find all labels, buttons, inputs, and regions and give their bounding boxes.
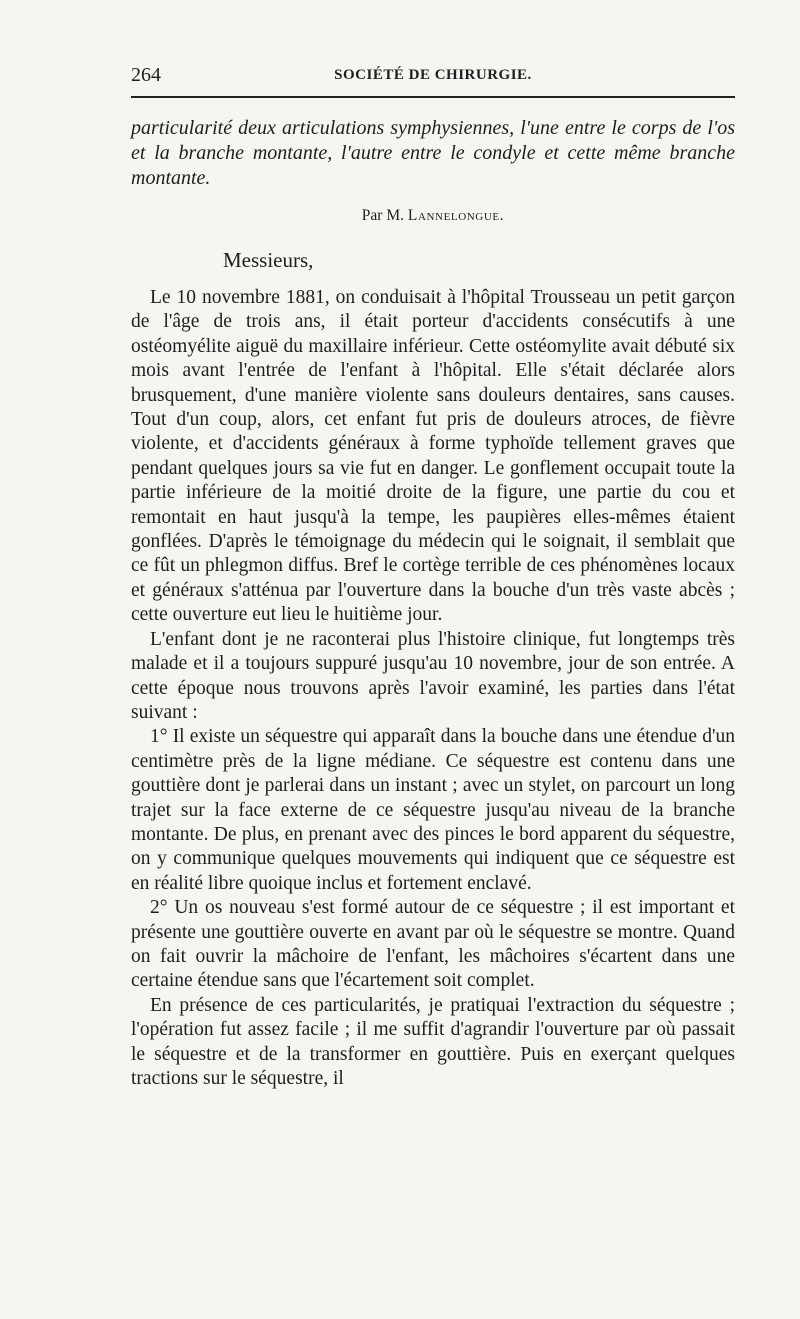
body-text: [131, 286, 735, 1091]
header-rule: [131, 96, 735, 98]
byline: [131, 207, 735, 225]
byline-author: Lannelongue.: [407, 207, 505, 224]
paragraph: 2° Un os nouveau s'est formé autour de ce séquestre ; il est important et présente une gouttière ouverte en avant par où le séquestre se montre. Quand on fait ouvrir la mâchoire de l'enfant, les mâchoires s'écartent dans une certaine étendue sans que l'écartement soit complet.: [131, 897, 735, 992]
byline-prefix: Par M.: [361, 207, 404, 224]
paragraph: En présence de ces particularités, je pratiquai l'extraction du séquestre ; l'opération fut assez facile ; il me suffit d'agrandir l'ouverture par où passait le séquestre et de la transformer en gouttière. Puis en exerçant quelques tractions sur le séquestre, il: [131, 994, 735, 1089]
running-title: SOCIÉTÉ DE CHIRURGIE.: [334, 67, 532, 83]
page-number: 264: [131, 64, 161, 86]
paragraph: Le 10 novembre 1881, on conduisait à l'hôpital Trousseau un petit garçon de l'âge de trois ans, il était porteur d'accidents consécutifs à une ostéomyélite aiguë du maxillaire inférieur. Cette ostéomylite avait débuté six mois avant l'entrée de l'enfant à l'hôpital. Elle s'était déclarée alors brusquement, d'une manière violente sans douleurs dentaires, sans causes. Tout d'un coup, alors, cet enfant fut pris de douleurs atroces, de fièvre violente, et d'accidents généraux à forme typhoïde tellement graves que pendant quelques jours sa vie fut en danger. Le gonflement occupait toute la partie inférieure de la moitié droite de la figure, une partie du cou et remontait en haut jusqu'à la tempe, les paupières elles-mêmes étaient gonflées. D'après le témoignage du médecin qui le soignait, il semblait que ce fût un phlegmon diffus. Bref le cortège terrible de ces phénomènes locaux et généraux s'atténua par l'ouverture dans la bouche d'un très vaste abcès ; cette ouverture eut lieu le huitième jour.: [131, 287, 735, 626]
paragraph: 1° Il existe un séquestre qui apparaît dans la bouche dans une étendue d'un centimètre près de la ligne médiane. Ce séquestre est contenu dans une gouttière dont je parlerai dans un instant ; avec un stylet, on parcourt un long trajet sur la face externe de ce séquestre jusqu'au niveau de la branche montante. De plus, en prenant avec des pinces le bord apparent du séquestre, on y communique quelques mouvements qui indiquent que ce séquestre est en réalité libre quoique inclus et fortement enclavé.: [131, 726, 735, 894]
article-title-text: particularité deux articulations symphysiennes, l'une entre le corps de l'os et la branche montante, l'autre entre le condyle et cette même branche montante.: [131, 117, 735, 189]
page-header: [131, 58, 735, 88]
article-title: [131, 116, 735, 191]
paragraph: L'enfant dont je ne raconterai plus l'histoire clinique, fut longtemps très malade et il a toujours suppuré jusqu'au 10 novembre, jour de son entrée. A cette époque nous trouvons après l'avoir examiné, les parties dans l'état suivant :: [131, 628, 735, 723]
salutation: Messieurs,: [223, 248, 314, 272]
